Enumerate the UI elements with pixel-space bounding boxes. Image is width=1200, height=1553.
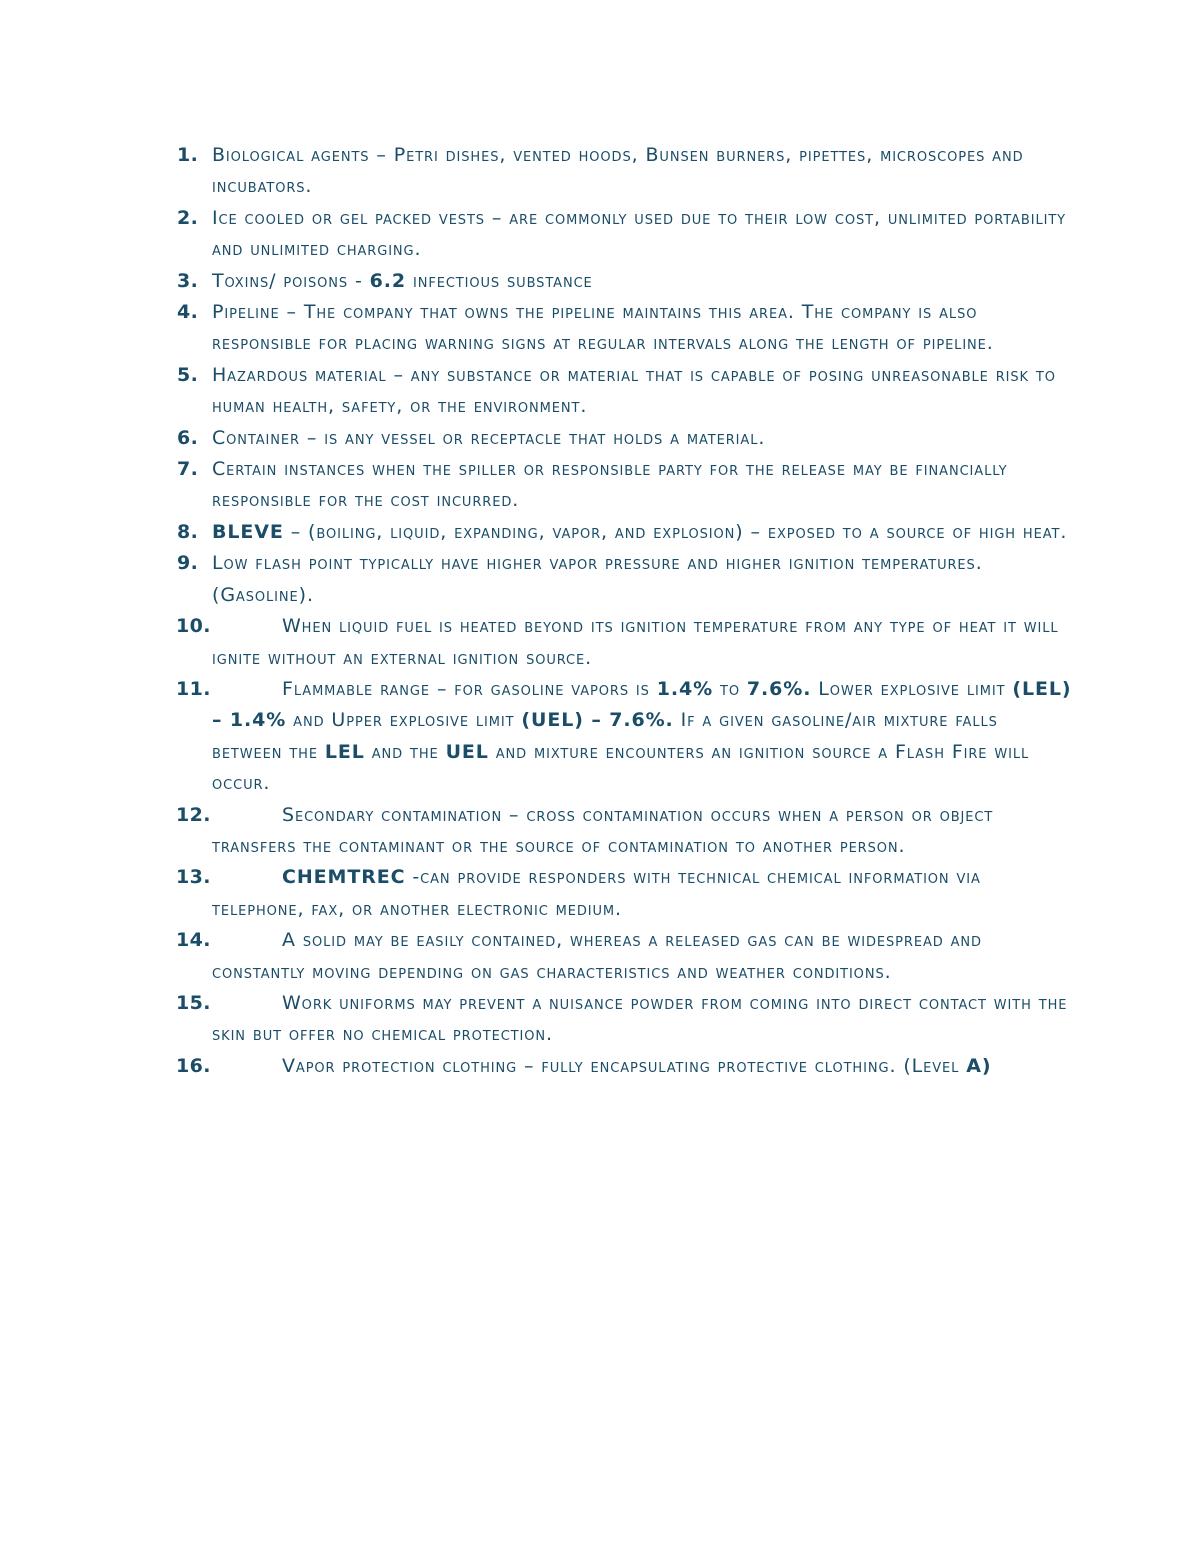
list-item xyxy=(176,1051,1072,1082)
item-text: Lower explosive limit xyxy=(811,677,1013,700)
item-number: 10. xyxy=(176,615,211,638)
item-text: Low flash point typically have higher vapor pressure and higher ignition temperatures. (Gasoline). xyxy=(212,552,983,606)
item-number: 2. xyxy=(177,206,199,229)
item-bold-text: BLEVE xyxy=(212,520,284,543)
item-bold-text: (LEL) – 1.4% xyxy=(212,677,1072,732)
item-bold-text: (UEL) – 7.6%. xyxy=(521,709,674,732)
item-number: 9. xyxy=(177,552,199,575)
item-number: 15. xyxy=(176,991,211,1014)
list-item xyxy=(177,266,1072,297)
item-text: and the xyxy=(364,740,446,763)
item-text: and Upper explosive limit xyxy=(286,709,522,732)
item-number: 3. xyxy=(177,269,199,292)
item-number: 6. xyxy=(177,426,199,449)
item-text: If a given gasoline/air mixture falls between the xyxy=(212,709,998,763)
item-bold-text: LEL xyxy=(324,740,365,763)
item-text: Vapor protection clothing – fully encapsulating protective clothing. (Level xyxy=(282,1054,967,1077)
item-text: Certain instances when the spiller or responsible party for the release may be financially responsible for the cost incurred. xyxy=(212,458,1008,512)
item-text: Pipeline – The company that owns the pipeline maintains this area. The company is also responsible for placing warning signs at regular intervals along the length of pipeline. xyxy=(212,301,994,355)
list-item xyxy=(177,140,1072,203)
item-number: 5. xyxy=(177,363,199,386)
item-text: When liquid fuel is heated beyond its ignition temperature from any type of heat it will ignite without an external ignition source. xyxy=(212,615,1059,669)
list-item xyxy=(177,423,1072,454)
item-text: Hazardous material – any substance or material that is capable of posing unreasonable risk to human health, safety, or the environment. xyxy=(212,363,1056,418)
list-item xyxy=(176,611,1072,674)
list-item xyxy=(177,360,1072,423)
list-item xyxy=(177,517,1072,548)
item-bold-text: 6.2 xyxy=(369,269,407,292)
item-number: 13. xyxy=(176,866,211,889)
item-number: 11. xyxy=(176,677,211,700)
item-number: 7. xyxy=(177,458,199,481)
item-number: 1. xyxy=(177,144,199,166)
list-item xyxy=(177,548,1072,611)
item-bold-text: 1.4% xyxy=(656,677,714,700)
item-text: infectious substance xyxy=(406,269,593,292)
item-text: Work uniforms may prevent a nuisance powder from coming into direct contact with the skin but offer no chemical protection. xyxy=(212,991,1068,1046)
item-bold-text: CHEMTREC xyxy=(282,866,406,889)
item-text: to xyxy=(713,677,747,700)
list-item xyxy=(176,674,1072,800)
item-text: and mixture encounters an ignition source a Flash Fire will occur. xyxy=(212,740,1030,795)
item-text: -can provide responders with technical chemical information via telephone, fax, or another electronic medium. xyxy=(212,866,981,920)
item-number: 4. xyxy=(177,301,199,324)
item-text: – (boiling, liquid, expanding, vapor, and explosion) – exposed to a source of high heat. xyxy=(283,520,1068,543)
document-page xyxy=(0,140,1200,1082)
list-item xyxy=(177,297,1072,360)
item-bold-text: A) xyxy=(966,1054,992,1077)
item-number: 12. xyxy=(176,803,211,826)
item-text: Toxins/ poisons - xyxy=(212,269,370,292)
item-text: Ice cooled or gel packed vests – are commonly used due to their low cost, unlimited portability and unlimited charging. xyxy=(212,206,1067,261)
item-text: Flammable range – for gasoline vapors is xyxy=(282,677,657,700)
list-item xyxy=(177,203,1072,266)
item-number: 8. xyxy=(177,520,199,543)
item-text: Container – is any vessel or receptacle that holds a material. xyxy=(212,426,766,449)
list-item xyxy=(176,925,1072,988)
list-item xyxy=(176,988,1072,1051)
list-item xyxy=(177,454,1072,517)
item-number: 14. xyxy=(176,929,211,952)
item-text: A solid may be easily contained, whereas a released gas can be widespread and constantly moving depending on gas characteristics and weather conditions. xyxy=(212,929,982,983)
item-text: Biological agents – Petri dishes, vented hoods, Bunsen burners, pipettes, microscopes and incubators. xyxy=(212,144,1024,198)
item-bold-text: 7.6%. xyxy=(746,677,812,700)
item-bold-text: UEL xyxy=(445,740,489,763)
list-item xyxy=(176,862,1072,925)
item-number: 16. xyxy=(176,1054,211,1077)
list-item xyxy=(176,800,1072,863)
item-text: Secondary contamination – cross contamination occurs when a person or object transfers the contaminant or the source of contamination to another person. xyxy=(212,803,994,857)
